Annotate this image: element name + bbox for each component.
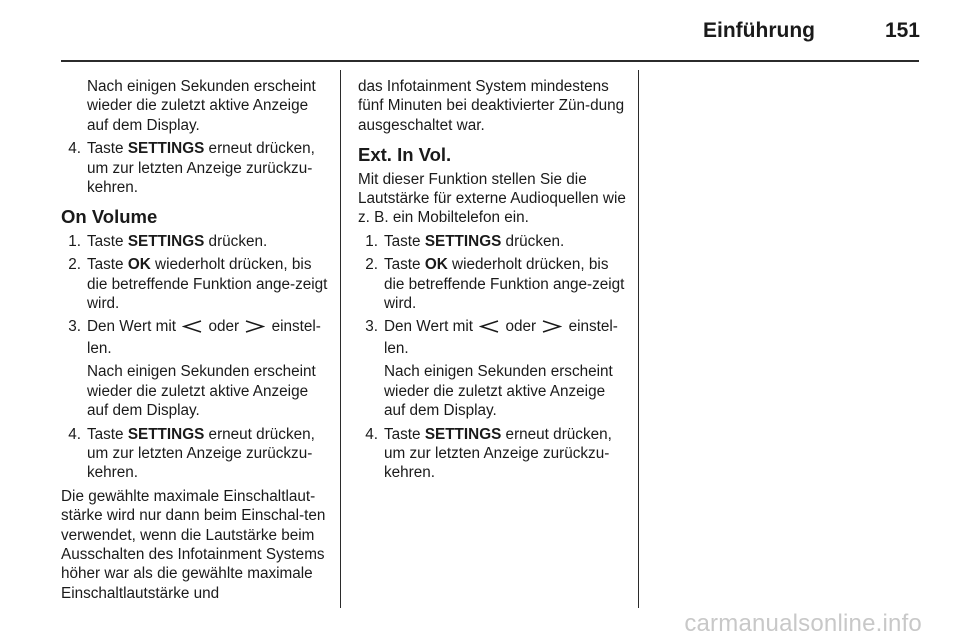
closing-paragraph: Die gewählte maximale Einschaltlaut-stärke wird nur dann beim Einschal-ten verwendet, wenn die Lautstärke beim Ausschalten des Infotainment Systems höher war als die gewählte maximale Einschaltlautstärke und: [61, 487, 326, 602]
left-column: [61, 77, 331, 607]
step-text: einstel-len.: [384, 318, 618, 357]
step-text: wiederholt drücken, bis die betreffende Funktion ange-zeigt wird.: [87, 256, 328, 313]
list-number: 1.: [68, 232, 81, 250]
column-divider-left: [340, 70, 341, 608]
list-number: 3.: [365, 318, 378, 336]
settings-key-label: SETTINGS: [127, 425, 205, 443]
step-text: Den Wert mit: [384, 318, 478, 336]
page-number: 151: [884, 19, 920, 42]
continued-note: Nach einigen Sekunden erscheint wieder die zuletzt aktive Anzeige auf dem Display.: [87, 78, 316, 134]
step-text: Taste: [384, 232, 425, 250]
list-item: [61, 255, 331, 313]
settings-key-label: SETTINGS: [127, 232, 205, 250]
step-text: Taste: [87, 256, 128, 274]
step-note: Nach einigen Sekunden erscheint wieder die zuletzt aktive Anzeige auf dem Display.: [87, 363, 316, 420]
intro-paragraph: Mit dieser Funktion stellen Sie die Lautstärke für externe Audioquellen wie z. B. ein Mobiltelefon ein.: [358, 170, 626, 227]
list-item: [358, 425, 628, 483]
list-item: [61, 425, 331, 483]
step-text: Taste: [384, 256, 425, 274]
watermark: carmanualsonline.info: [684, 610, 922, 637]
settings-key-label: SETTINGS: [424, 232, 502, 250]
list-number: 3.: [68, 318, 81, 336]
continued-paragraph: das Infotainment System mindestens fünf Minuten bei deaktivierter Zün-dung ausgeschaltet war.: [358, 78, 625, 134]
step-text: erneut drücken, um zur letzten Anzeige zurückzu-kehren.: [87, 425, 315, 482]
step-text: oder: [204, 318, 244, 336]
step-text: einstel-len.: [87, 318, 321, 357]
step-text: erneut drücken, um zur letzten Anzeige zurückzu-kehren.: [87, 140, 315, 197]
list-number: 2.: [68, 256, 81, 274]
column-divider-right: [638, 70, 639, 608]
list-item: [61, 139, 331, 197]
list-item: [358, 232, 628, 251]
header-divider: [61, 60, 919, 62]
step-text: Den Wert mit: [87, 318, 181, 336]
section-heading-ext-in-vol: Ext. In Vol.: [358, 144, 452, 166]
list-number: 4.: [68, 140, 81, 158]
ok-key-label: OK: [127, 256, 151, 274]
middle-column: [358, 77, 628, 487]
list-item: [358, 255, 628, 313]
right-triangle-icon: [245, 319, 265, 338]
list-item: [61, 317, 331, 358]
section-heading-on-volume: On Volume: [61, 206, 158, 228]
step-text: Taste: [87, 140, 128, 158]
list-number: 2.: [365, 256, 378, 274]
list-number: 4.: [365, 425, 378, 443]
step-text: Taste: [87, 425, 128, 443]
ok-key-label: OK: [424, 256, 448, 274]
step-text: Taste: [87, 232, 128, 250]
step-text: drücken.: [501, 232, 565, 250]
right-triangle-icon: [542, 319, 562, 338]
list-number: 4.: [68, 425, 81, 443]
left-triangle-icon: [479, 319, 499, 338]
list-number: 1.: [365, 232, 378, 250]
left-triangle-icon: [182, 319, 202, 338]
list-item: [61, 232, 331, 251]
settings-key-label: SETTINGS: [127, 140, 205, 158]
step-text: Taste: [384, 425, 425, 443]
step-text: erneut drücken, um zur letzten Anzeige zurückzu-kehren.: [384, 425, 612, 482]
settings-key-label: SETTINGS: [424, 425, 502, 443]
step-text: oder: [501, 318, 541, 336]
step-text: drücken.: [204, 232, 268, 250]
page-title: Einführung: [703, 19, 815, 42]
list-item: [358, 317, 628, 358]
step-text: wiederholt drücken, bis die betreffende Funktion ange-zeigt wird.: [384, 256, 625, 313]
step-note: Nach einigen Sekunden erscheint wieder die zuletzt aktive Anzeige auf dem Display.: [384, 363, 613, 420]
